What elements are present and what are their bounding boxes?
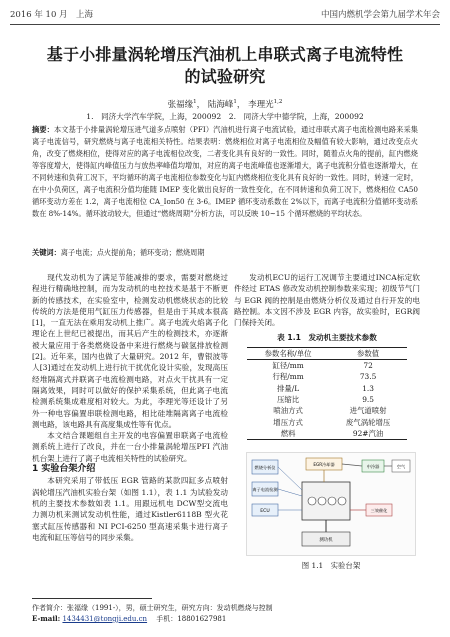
table-row — [247, 371, 407, 382]
left-column — [32, 272, 228, 543]
table-row — [247, 383, 407, 394]
author-3: 李理光 — [248, 100, 274, 110]
intro-paragraph-1: 现代发动机为了满足节能减排的要求，需要对燃烧过程进行精确地控制，而为发动机的电控技术是基于不断更新的传感技术，在实验室中，检测发动机燃烧状态的比较传统的方法是使用气缸压力传感器，但是由于其成本很高[1]，一直无法在乘用发动机上推广。离子电流火焰离子化理论在上世纪已被提出，而其后产生的检测技术，亦逐渐被大量应用于各类燃烧设备中来进行燃烧与碳氢排放检测[2]。近年来，国内也做了大量研究。2012 年，曹银波等人[3]通过在发动机上进行抗干扰优化设计实验，发现高压经堆隔离式并联离子电流检测电路，对点火干扰具有一定隔离效果，同时可以做好的保护采集系统，但此离子电流检测系统集成难度相对较大。为此，李理光等还设计了另外一种电容偏置串联检测电路，相比硅堆隔离离子电流检测电路，该电路具有高度集成性等有优点。 — [32, 273, 228, 429]
email-label: E-mail: — [32, 614, 61, 623]
label-catalyst: 三效催化 — [370, 508, 388, 513]
table-cell: 燃料 — [280, 428, 296, 438]
footnote-author-bio: 作者简介：张福缘（1991-），男，硕士研究生，研究方向：发动机燃烧与控制 — [32, 604, 273, 612]
table-cell: 压缩比 — [276, 394, 300, 404]
setup-paragraph: 本研究采用了带低压 EGR 管路的某款四缸多点喷射涡轮增压汽油机实验台架（如图 1.1），表 1.1 为试验发动机的主要技术参数如表 1.1。用跟远机电 DCW型交流电力测功机来测试发动机性能，通过Kistler6118B 型火花塞式缸压传感器和 NI PCI-6250 型高速采集卡进行离子电流和缸压等信号的同步采集。 — [32, 476, 228, 542]
table-cell: 排量/L — [276, 383, 300, 393]
label-ion-detection: 离子电流检测 — [252, 487, 278, 492]
engine-parameter-table — [247, 347, 407, 440]
table-caption: 表 1.1 发动机主要技术参数 — [277, 333, 377, 343]
cylinder-2 — [318, 497, 326, 505]
abstract-label: 摘要： — [32, 125, 54, 134]
keywords — [32, 248, 418, 258]
table-header-value: 参数值 — [356, 348, 380, 358]
table-cell: 喷油方式 — [273, 406, 303, 416]
header-date-location: 2016 年 10 月 上海 — [10, 10, 94, 20]
table-cell: 92#汽油 — [352, 428, 384, 438]
title-line-2: 的试验研究 — [184, 67, 266, 86]
intro-paragraph-2: 本文结合课题组自主开发的电容偏置串联离子电流检测系统上进行了改良，并在一台小排量涡轮增压PFI 汽油机台架上进行了离子电流相关特性的试验研究。 — [32, 431, 228, 463]
table-cell: 1.3 — [362, 383, 374, 393]
table-row — [247, 428, 407, 440]
author-list: 张福缘$^1$， 陆海峰$^1$， 李理光$^{1,2}$ — [167, 99, 283, 110]
paper-title — [20, 44, 430, 88]
keywords-label: 关键词： — [32, 248, 61, 257]
table-cell: 废气涡轮增压 — [345, 417, 391, 427]
table-cell: 增压方式 — [273, 417, 303, 427]
test-bench-diagram — [246, 452, 416, 556]
label-intercooler: 中冷器 — [366, 464, 380, 469]
table-row — [247, 394, 407, 405]
table-row — [247, 360, 407, 372]
header-conference: 中国内燃机学会第九届学术年会 — [320, 10, 440, 20]
figure-caption: 图 1.1 实验台架 — [301, 561, 361, 570]
label-egr-cooler: EGR冷却器 — [313, 462, 335, 467]
table-header-name: 参数名称/单位 — [264, 348, 312, 358]
table-cell: 缸径/mm — [272, 361, 304, 371]
email-link[interactable]: 1434431@tongji.edu.cn — [62, 615, 148, 623]
author-3-sup: 1,2 — [273, 99, 283, 106]
table-row — [247, 405, 407, 416]
abstract-text: 本文基于小排量涡轮增压进气道多点喷射（PFI）汽油机进行离子电流试验，通过串联式离子电流检测电路来采集离子电流信号，研究燃烧与离子电流相关特性。结果表明：燃烧相位对离子电流相位及幅值有较大影响，通过改变点火角，改变了燃烧相位，使得对应的离子电流相位改变，二者变化具有良好的一致性。同时，随着点火角的提前，缸内燃烧等容度增大，使得缸内峰值压力与放热率峰值均增加，对应的离子电流峰值也逐渐增大，离子电流积分值也逐渐增大，在不同转速和负荷工况下，平均循环的离子电流相位参数变化与缸内燃烧相位变化具有良好的一致性。同时，转速一定时，在中小负荷区，离子电流积分值均能随 IMEP 变化做出良好的一致性变化，在不同转速和负荷工况下，燃烧相位 CA50 循环变动方差在 1.2，离子电流相位 CA_Ion50 在 3-6。IMEP 循环变动系数在 2%以下，而离子电流积分值循环变动系数在 8%-14%。循环波动较大，但通过“燃烧周期”分析方法，可以反映 10~15 个循环燃烧的平均状态。 — [32, 125, 418, 218]
title-line-1: 基于小排量涡轮增压汽油机上串联式离子电流特性 — [46, 45, 404, 64]
right-column — [234, 272, 420, 440]
cylinder-3 — [328, 497, 336, 505]
footnote-contact — [32, 614, 418, 624]
author-2: 陆海峰 — [207, 100, 234, 110]
footnote-rule — [32, 598, 152, 599]
label-combustion-analyzer: 燃烧分析仪 — [254, 465, 276, 470]
author-1: 张福缘 — [167, 100, 194, 110]
author-2-sup: 1 — [233, 99, 237, 106]
section-heading-1: 1 实验台架介绍 — [32, 464, 96, 475]
label-ecu: ECU — [260, 509, 270, 514]
table-row — [247, 417, 407, 428]
table-cell: 9.5 — [362, 394, 374, 404]
cylinder-1 — [308, 497, 316, 505]
ecu-paragraph: 发动机ECU的运行工况调节主要通过INCA标定软件经过 ETAS 修改发动机控制参数来实现；初级节气门与 EGR 阀的控制是由燃烧分析仪及通过自行开发的电路控制。本文因不涉及 EGR 内容，故实验时，EGR阀门保持关闭。 — [234, 273, 420, 328]
keywords-text: 离子电流；点火提前角；循环变动；燃烧周期 — [60, 248, 205, 257]
phone-label: 手机： — [149, 615, 178, 623]
phone-number: 18801627981 — [177, 615, 227, 623]
header-rule — [10, 24, 440, 25]
label-dynamometer: 测功机 — [319, 538, 333, 543]
table-cell: 72 — [363, 361, 373, 371]
table-cell: 73.5 — [359, 372, 377, 382]
abstract — [32, 124, 418, 220]
cylinder-4 — [338, 497, 346, 505]
label-air: 空气 — [396, 464, 406, 469]
running-header — [10, 8, 440, 22]
table-cell: 进气道喷射 — [349, 406, 387, 416]
table-cell: 行程/mm — [272, 372, 304, 382]
author-1-sup: 1 — [193, 99, 197, 106]
affiliation: 1. 同济大学汽车学院，上海，200092 2. 同济大学中德学院，上海，200092 — [86, 112, 364, 121]
